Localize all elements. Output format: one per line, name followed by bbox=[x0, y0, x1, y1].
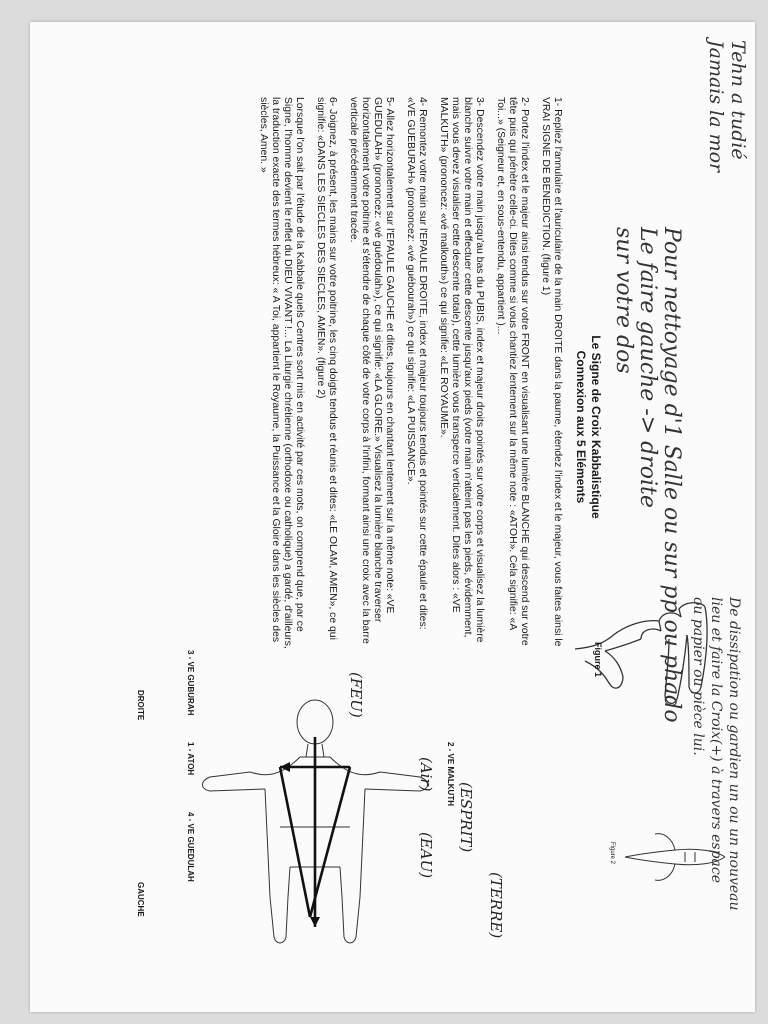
paragraph: 3- Descendez votre main jusqu'au bas du PUBIS, index et majeur droits pointés sur votre corps et visualisez la lumière blanche suivre votre main et effectuer cette descente jusqu'aux pieds (votre main n'atteint pas les pieds, évidemment, mais vous devez visualiser cette descente totale), cette lumière vous transperce verticalement. Dites alors : «VE MALKUTH» (prononcez: «vé malkouth») ce qui signifie: «LE ROYAUME». bbox=[438, 97, 485, 643]
handwritten-line: Le faire gauche -> droite bbox=[635, 227, 660, 508]
figure-2-caption: Figure 2 bbox=[609, 842, 615, 865]
paragraph: 5- Allez horizontalement sur l'EPAULE GAUCHE et dites, toujours en chantant lentement sur la même note: «VE GUEDULAH» (prononcez: «vé guédoulah»), ce qui signifie: «LA GLOIRE.» Visualisez la lumière blanche traverser horizontalement votre poitrine et s'étendre de chaque côté de votre corps à l'infini, formant ainsi une croix avec la barre verticale précédemment tracée. bbox=[348, 97, 395, 644]
label-droite: DROITE bbox=[136, 690, 145, 721]
paragraph: 6- Joignez, à présent, les mains sur votre poitrine, les cinq doigts tendus et réunis et dites: «LE OLAM, AMEN», ce qui signifie: «DANS LES SIECLES DES SIECLES, AMEN». (figure 2) bbox=[315, 97, 338, 640]
joined-hands-illustration bbox=[615, 822, 735, 892]
label-malkuth: 2 - VE MALKUTH bbox=[446, 742, 455, 806]
handwritten-line: Jamais la mor bbox=[705, 40, 727, 173]
handwritten-note-top bbox=[705, 40, 749, 172]
handwritten-element-eau: (EAU) bbox=[417, 832, 435, 879]
handwritten-line: Tehn a tudié bbox=[727, 40, 749, 160]
document-title bbox=[573, 212, 603, 642]
handwritten-line: De dissipation ou gardien un ou un nouveau bbox=[726, 597, 742, 911]
handwritten-line: Pour nettoyage d'1 Salle ou sur pp ou phado bbox=[659, 227, 684, 723]
paragraph: 4- Remontez votre main sur l'EPAULE DROITE, index et majeur toujours tendus et pointés sur cette épaule et dites: «VE GUEBURAH» (prononcez: «vé guébourah») ce qui signifie: «LA PUISSANCE». bbox=[405, 97, 428, 630]
label-guburah: 3 - VE GUBURAH bbox=[186, 650, 195, 716]
label-atoh: 1 - ATOH bbox=[186, 742, 195, 776]
title-line-1: Le Signe de Croix Kabbalistique bbox=[589, 335, 603, 519]
instructions-body bbox=[248, 97, 563, 652]
blessing-hand-illustration bbox=[525, 587, 715, 717]
handwritten-element-feu: (FEU) bbox=[347, 672, 365, 718]
handwritten-element-air: (Air) bbox=[417, 757, 435, 792]
rotated-page bbox=[30, 22, 755, 1012]
body-cross-illustration bbox=[170, 677, 460, 957]
document-sheet bbox=[30, 22, 755, 1012]
paragraph: 2- Portez l'index et le majeur ainsi tendus sur votre FRONT en visualisant une lumière BLANCHE qui descend sur votre tête puis qui pénètre celle-ci. Dites comme si vous chantiez lentement sur la même note : «ATOH». Cela signifie: «A Toi...» (Seigneur et, en sous-entendu, appartient )... bbox=[495, 97, 530, 646]
label-guedulah: 4 - VE GUEDULAH bbox=[186, 812, 195, 882]
label-gauche: GAUCHE bbox=[136, 882, 145, 917]
handwritten-line: sur votre dos bbox=[611, 227, 636, 374]
handwritten-line: ou papier ou pièce lui. bbox=[690, 597, 706, 756]
handwritten-line: lieu et faire la Croix(+) à travers espace bbox=[708, 597, 724, 883]
figure-1-caption: Figure 1 bbox=[593, 642, 603, 678]
paragraph: 1- Repliez l'annulaire et l'auriculaire de la main DROITE dans la paume, étendez l'index et le majeur, vous faites ainsi le VRAI SIGNE DE BENEDICTION. (figure 1) bbox=[540, 97, 563, 647]
handwritten-element-esprit: (ESPRIT) bbox=[457, 782, 475, 853]
paragraph: Lorsque l'on sait par l'étude de la Kabbale quels Centres sont mis en activité par ces mots, on comprend que, par ce Signe, l'homme devient le reflet du DIEU VIVANT !... La Liturgie chrétienne (orthodoxe ou catholique) a gardé, d'ailleurs, la traduction exacte des termes hébreux: « A Toi, appartient le Royaume, la Puissance et la Gloire dans les siècles des siècles, Amen. » bbox=[258, 97, 305, 649]
title-line-2: Connexion aux 5 Eléments bbox=[574, 350, 588, 504]
handwritten-element-terre: (TERRE) bbox=[487, 872, 505, 939]
